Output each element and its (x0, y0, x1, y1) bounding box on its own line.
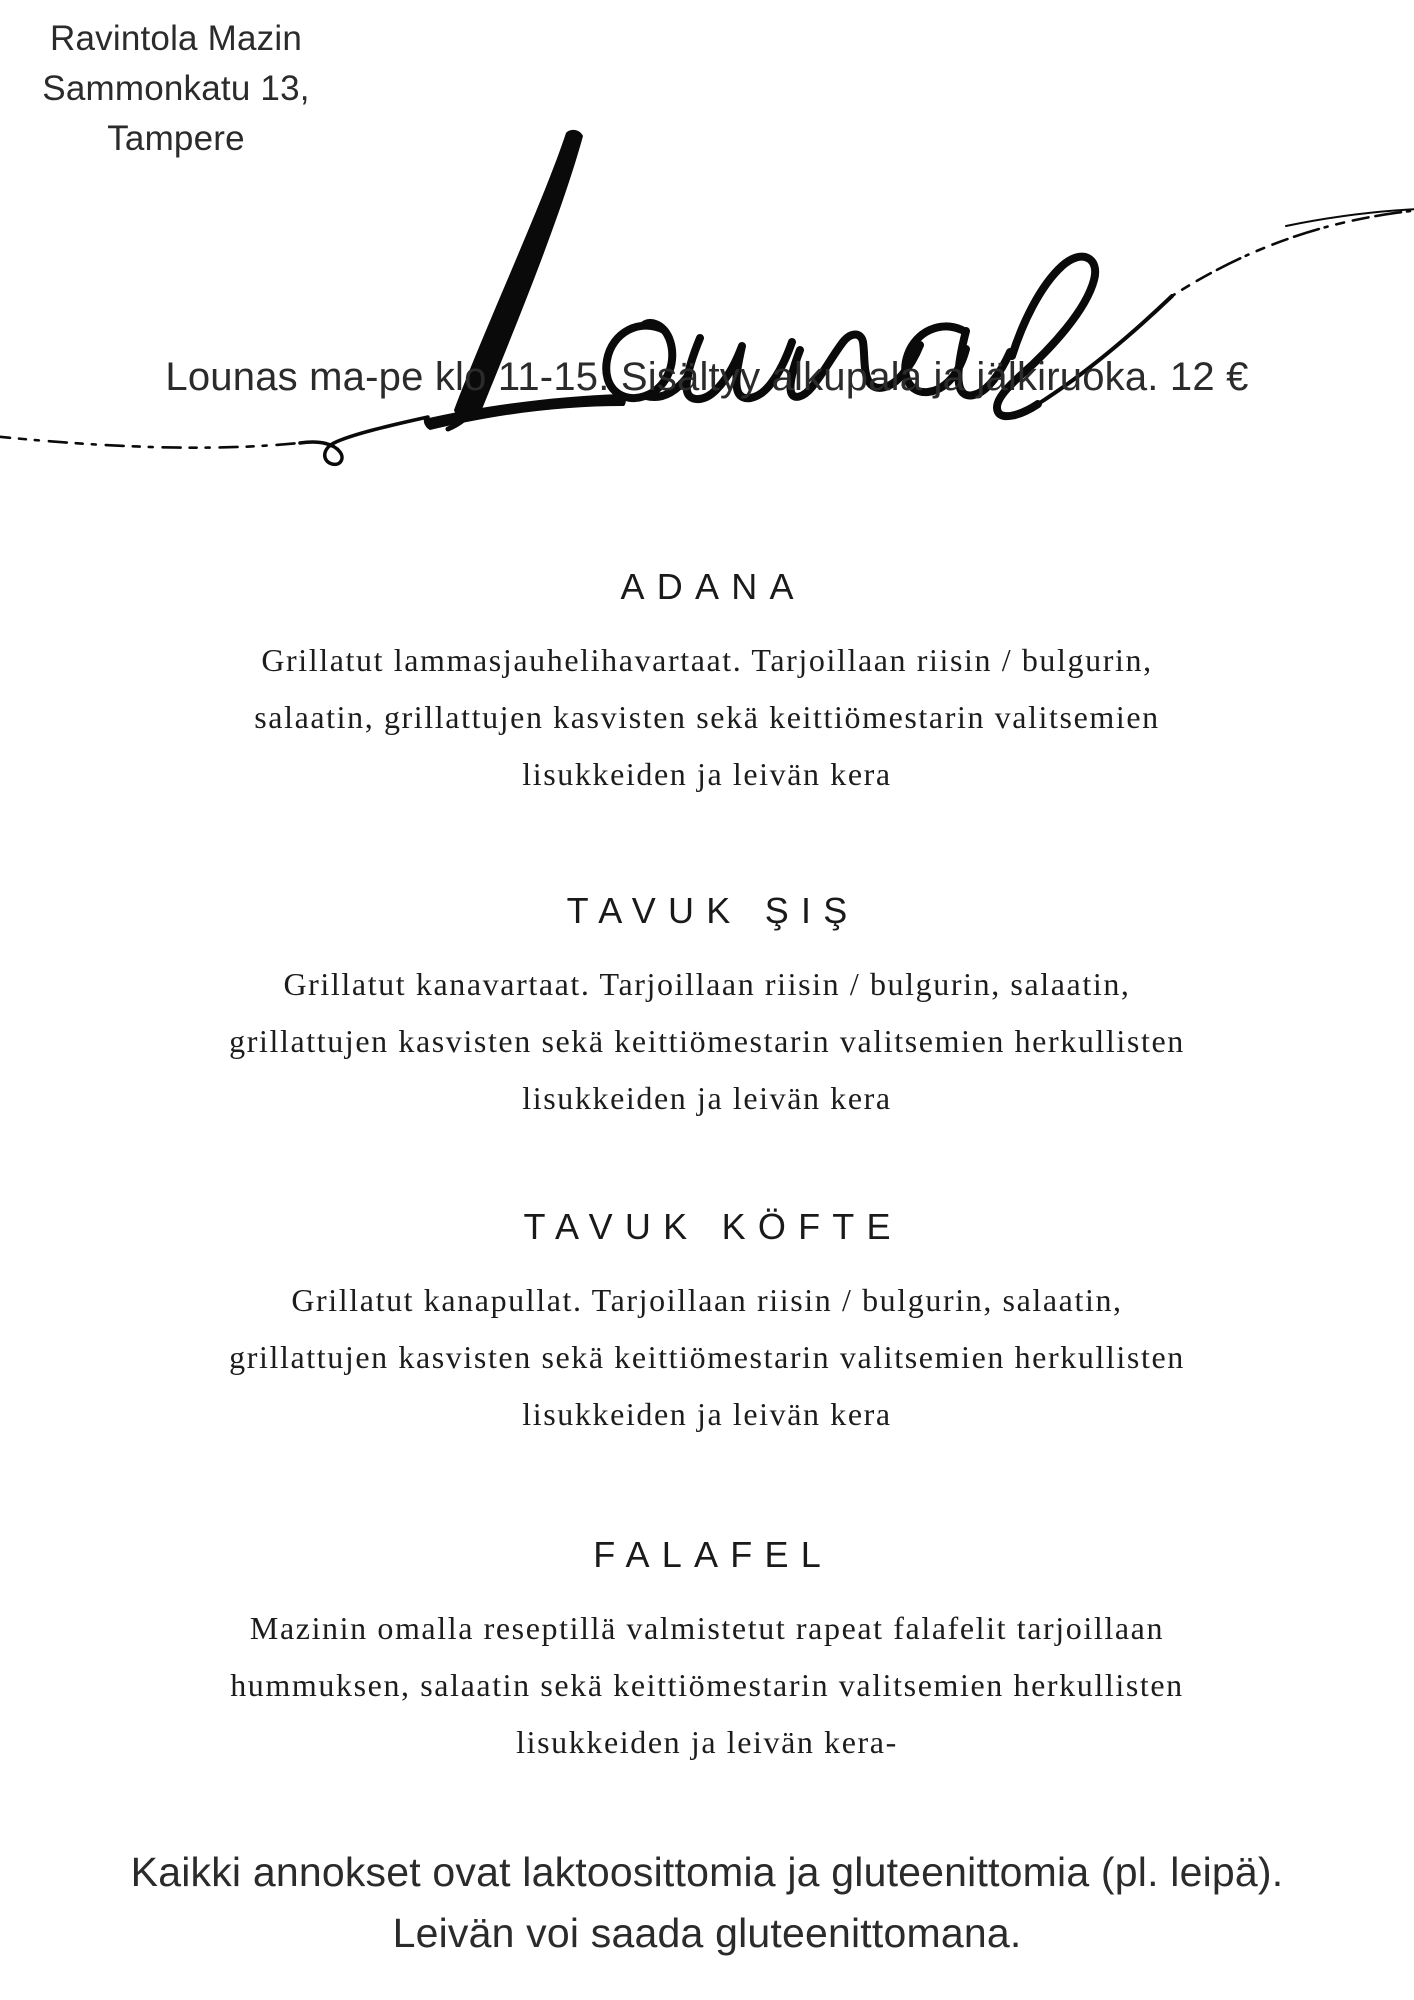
description-line: grillattujen kasvisten sekä keittiömestarin valitsemien herkullisten (229, 1023, 1185, 1059)
description-line: Grillatut kanavartaat. Tarjoillaan riisin / bulgurin, salaatin, (283, 966, 1131, 1002)
lounas-calligraphy-art (0, 0, 1414, 510)
allergen-note-line: Leivän voi saada gluteenittomana. (392, 1910, 1022, 1956)
description-line: Mazinin omalla reseptillä valmistetut rapeat falafelit tarjoillaan (249, 1610, 1165, 1646)
section-title: TAVUK KÖFTE (523, 1206, 903, 1247)
swash-curl-loop (300, 417, 428, 464)
description-line: lisukkeiden ja leivän kera (522, 1396, 892, 1432)
description-line: salaatin, grillattujen kasvisten sekä keittiömestarin valitsemien (254, 699, 1160, 735)
description-line: grillattujen kasvisten sekä keittiömestarin valitsemien herkullisten (229, 1339, 1185, 1375)
section-title: FALAFEL (593, 1534, 833, 1575)
menu-section-tavuk-sis (0, 890, 1414, 1127)
description-line: Grillatut lammasjauhelihavartaat. Tarjoillaan riisin / bulgurin, (261, 642, 1153, 678)
swash-right-dashed (1172, 210, 1414, 296)
menu-section-tavuk-kofte (0, 1206, 1414, 1443)
allergen-note (0, 1842, 1414, 1964)
script-headline-lounas (0, 0, 1414, 510)
menu-section-falafel (0, 1534, 1414, 1771)
allergen-note-line: Kaikki annokset ovat laktoosittomia ja gluteenittomia (pl. leipä). (130, 1849, 1284, 1895)
venue-name: Ravintola Mazin (50, 19, 302, 58)
description-line: lisukkeiden ja leivän kera (522, 1080, 892, 1116)
section-title: ADANA (620, 566, 806, 607)
section-description (0, 1272, 1414, 1443)
section-title: TAVUK ŞIŞ (566, 890, 860, 931)
menu-section-adana (0, 566, 1414, 803)
description-line: Grillatut kanapullat. Tarjoillaan riisin / bulgurin, salaatin, (291, 1282, 1123, 1318)
description-line: lisukkeiden ja leivän kera- (516, 1724, 898, 1760)
swash-right-crest (1286, 209, 1414, 226)
venue-city: Tampere (107, 119, 245, 158)
section-description (0, 1600, 1414, 1771)
venue-street: Sammonkatu 13, (42, 69, 310, 108)
description-line: lisukkeiden ja leivän kera (522, 756, 892, 792)
description-line: hummuksen, salaatin sekä keittiömestarin valitsemien herkullisten (230, 1667, 1184, 1703)
lunch-info-line: Lounas ma-pe klo 11-15. Sisältyy alkupala ja jälkiruoka. 12 € (165, 355, 1249, 399)
swash-left-tail (0, 436, 308, 448)
section-description (0, 632, 1414, 803)
section-description (0, 956, 1414, 1127)
